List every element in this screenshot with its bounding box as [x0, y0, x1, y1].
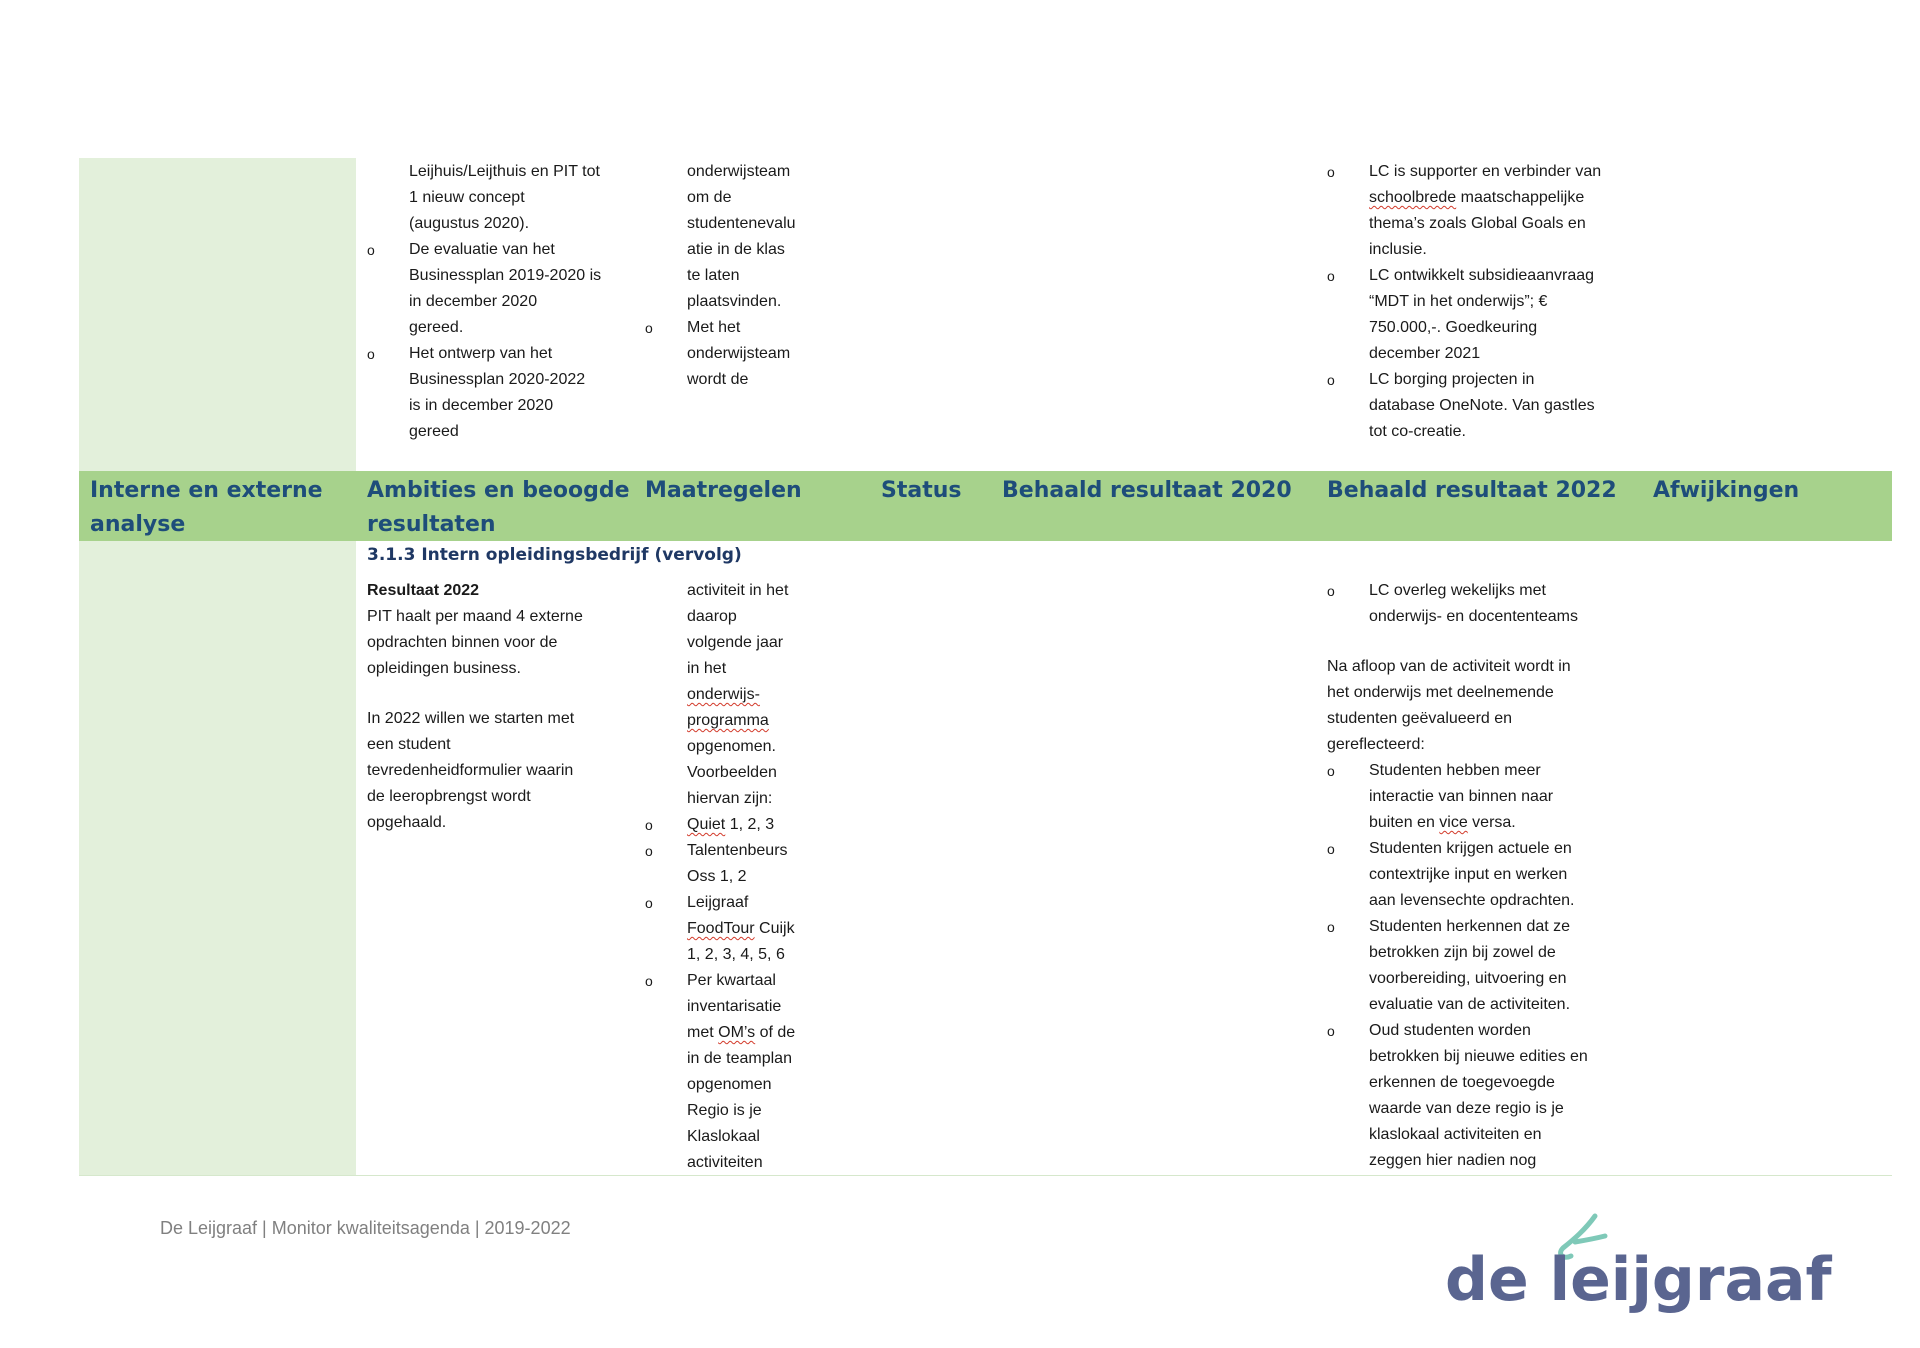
analysis-column-top: [79, 158, 356, 471]
spellcheck-word: programma: [687, 712, 769, 729]
table-bottom-border: [79, 1175, 1892, 1176]
top-ambities-cell: [367, 159, 637, 445]
res2022-bullet-3: o Studenten herkennen dat ze betrokken zijn bij zowel de voorbereiding, uitvoering en evaluatie van de activiteiten.: [1327, 914, 1667, 1018]
maatregelen-cell: [645, 578, 845, 1176]
section-title: 3.1.3 Intern opleidingsbedrijf (vervolg): [367, 545, 742, 565]
footer-text: De Leijgraaf | Monitor kwaliteitsagenda | 2019-2022: [160, 1218, 571, 1238]
ambities-paragraph-2: In 2022 willen we starten met een student tevredenheidformulier waarin de leeropbrengst wordt opgehaald.: [367, 710, 575, 831]
spellcheck-word: onderwijs-: [687, 686, 760, 703]
maatregelen-bullet-1: o Quiet 1, 2, 3: [645, 812, 845, 838]
top-maatregelen-cell: [645, 159, 845, 393]
header-res2020: Behaald resultaat 2020: [1002, 478, 1292, 503]
spellcheck-word: schoolbrede: [1369, 189, 1457, 206]
maatregelen-bullet-3: o Leijgraaf FoodTour Cuijk 1, 2, 3, 4, 5, 6: [645, 890, 845, 968]
logo-text: de leijgraaf: [1445, 1245, 1832, 1315]
result-label: Resultaat 2022: [367, 582, 480, 599]
header-maatregelen: Maatregelen: [645, 478, 802, 503]
res2022-bullet-2: o Studenten krijgen actuele en contextrijke input en werken aan levensechte opdrachten.: [1327, 836, 1667, 914]
top-ambities-bullet-1: o De evaluatie van het Businessplan 2019-2020 is in december 2020 gereed.: [367, 237, 637, 341]
top-ambities-bullets: [367, 237, 637, 445]
top-res2022-cell: [1327, 159, 1667, 445]
res2022-bullet-4: o Oud studenten worden betrokken bij nieuwe edities en erkennen de toegevoegde waarde van deze regio is je klaslokaal activiteiten en zeggen hier nadien nog: [1327, 1018, 1667, 1174]
ambities-paragraph-1: PIT haalt per maand 4 externe opdrachten binnen voor de opleidingen business.: [367, 608, 583, 677]
res2022-paragraph: Na afloop van de activiteit wordt in het onderwijs met deelnemende studenten geëvalueerd en gereflecteerd:: [1327, 658, 1571, 753]
top-ambities-bullet-2: o Het ontwerp van het Businessplan 2020-2022 is in december 2020 gereed: [367, 341, 637, 445]
maatregelen-continued: activiteit in het daarop volgende jaar in het onderwijs- programma opgenomen. Voorbeelden hiervan zijn:: [687, 582, 789, 807]
top-res2022-bullet-2: o LC ontwikkelt subsidieaanvraag “MDT in het onderwijs”; € 750.000,-. Goedkeuring december 2021: [1327, 263, 1667, 367]
header-ambities: Ambities en beoogde resultaten: [367, 478, 630, 537]
header-analyse: Interne en externe analyse: [90, 478, 323, 537]
leijgraaf-logo: [1445, 1212, 1832, 1332]
top-res2022-bullet-1: o LC is supporter en verbinder van schoolbrede maatschappelijke thema’s zoals Global Goals en inclusie.: [1327, 159, 1667, 263]
header-afwijkingen: Afwijkingen: [1653, 478, 1800, 503]
ambities-cell: [367, 578, 637, 836]
top-maatregelen-continued: onderwijsteam om de studentenevalu atie in de klas te laten plaatsvinden.: [687, 163, 796, 310]
top-res2022-bullet-3: o LC borging projecten in database OneNote. Van gastles tot co-creatie.: [1327, 367, 1667, 445]
header-status: Status: [881, 478, 962, 503]
top-maatregelen-bullet: o Met het onderwijsteam wordt de: [645, 315, 845, 393]
analysis-column-bottom: [79, 541, 356, 1175]
res2022-bullet-1: o Studenten hebben meer interactie van binnen naar buiten en vice versa.: [1327, 758, 1667, 836]
maatregelen-bullet-2: o Talentenbeurs Oss 1, 2: [645, 838, 845, 890]
header-res2022: Behaald resultaat 2022: [1327, 478, 1617, 503]
top-ambities-continued: Leijhuis/Leijthuis en PIT tot 1 nieuw concept (augustus 2020).: [409, 163, 600, 232]
maatregelen-bullet-4: o Per kwartaal inventarisatie met OM’s of de in de teamplan opgenomen Regio is je Klaslokaal activiteiten: [645, 968, 845, 1176]
res2022-cell: [1327, 578, 1667, 1174]
res2022-bullet-0: o LC overleg wekelijks met onderwijs- en docententeams: [1327, 578, 1667, 630]
